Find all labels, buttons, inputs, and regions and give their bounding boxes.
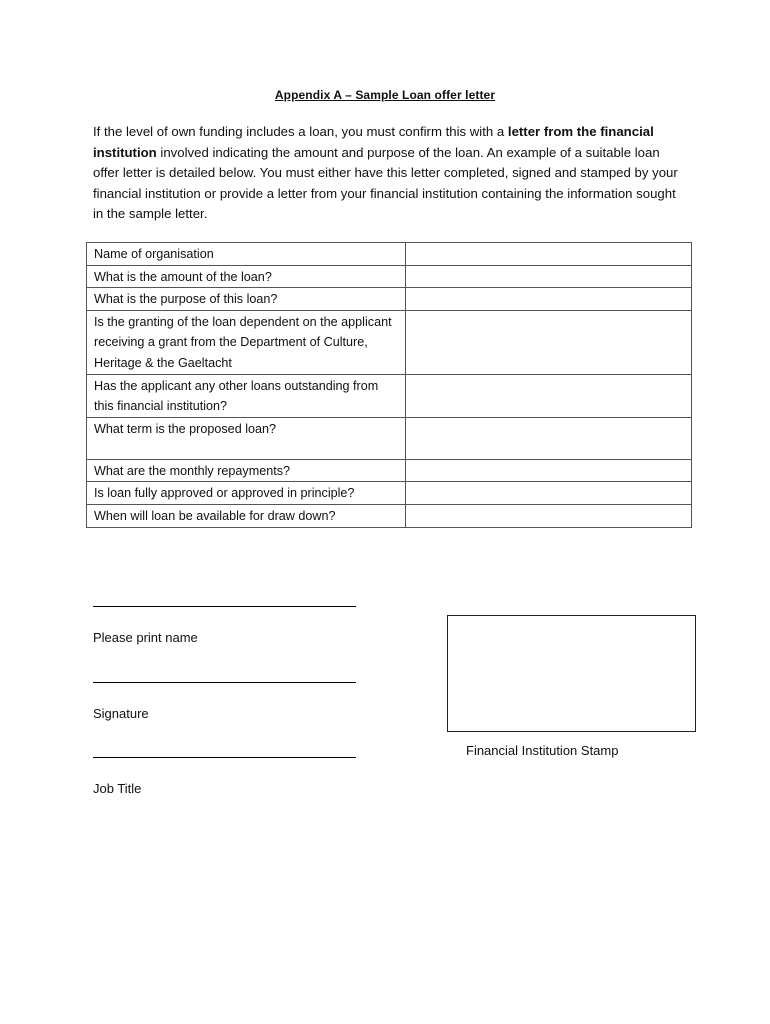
answer-cell[interactable]	[406, 504, 692, 527]
answer-cell[interactable]	[406, 374, 692, 417]
intro-paragraph	[93, 122, 685, 225]
table-row	[87, 265, 692, 288]
question-cell: Is loan fully approved or approved in principle?	[87, 482, 406, 505]
question-cell: What term is the proposed loan?	[87, 417, 406, 459]
signature-line[interactable]	[93, 682, 356, 683]
job-title-label: Job Title	[93, 781, 142, 796]
question-cell: What is the amount of the loan?	[87, 265, 406, 288]
table-row	[87, 374, 692, 417]
stamp-label: Financial Institution Stamp	[466, 743, 619, 758]
loan-details-table	[86, 242, 692, 528]
table-row	[87, 504, 692, 527]
answer-cell[interactable]	[406, 265, 692, 288]
answer-cell[interactable]	[406, 288, 692, 311]
intro-text-1: If the level of own funding includes a loan, you must confirm this with a	[93, 124, 508, 139]
question-cell: Is the granting of the loan dependent on the applicant receiving a grant from the Department of Culture, Heritage & the Gaeltacht	[87, 310, 406, 374]
stamp-box	[447, 615, 696, 732]
question-cell: Has the applicant any other loans outstanding from this financial institution?	[87, 374, 406, 417]
intro-text-2: involved indicating the amount and purpose of the loan. An example of a suitable loan offer letter is detailed below. You must either have this letter completed, signed and stamped by your financial institution or provide a letter from your financial institution containing the information sought in the sample letter.	[93, 144, 678, 222]
signature-label: Signature	[93, 706, 149, 721]
table-row	[87, 310, 692, 374]
question-cell: What are the monthly repayments?	[87, 459, 406, 482]
question-cell: Name of organisation	[87, 243, 406, 266]
print-name-line[interactable]	[93, 606, 356, 607]
table-row	[87, 417, 692, 459]
table-row	[87, 459, 692, 482]
job-title-line[interactable]	[93, 757, 356, 758]
table-row	[87, 482, 692, 505]
answer-cell[interactable]	[406, 417, 692, 459]
question-cell: When will loan be available for draw down?	[87, 504, 406, 527]
page-title: Appendix A – Sample Loan offer letter	[274, 88, 496, 102]
intro-bold-text: letter from the financial institution	[93, 124, 654, 160]
question-cell: What is the purpose of this loan?	[87, 288, 406, 311]
answer-cell[interactable]	[406, 459, 692, 482]
answer-cell[interactable]	[406, 482, 692, 505]
table-row	[87, 243, 692, 266]
table-row	[87, 288, 692, 311]
answer-cell[interactable]	[406, 243, 692, 266]
answer-cell[interactable]	[406, 310, 692, 374]
print-name-label: Please print name	[93, 630, 198, 645]
